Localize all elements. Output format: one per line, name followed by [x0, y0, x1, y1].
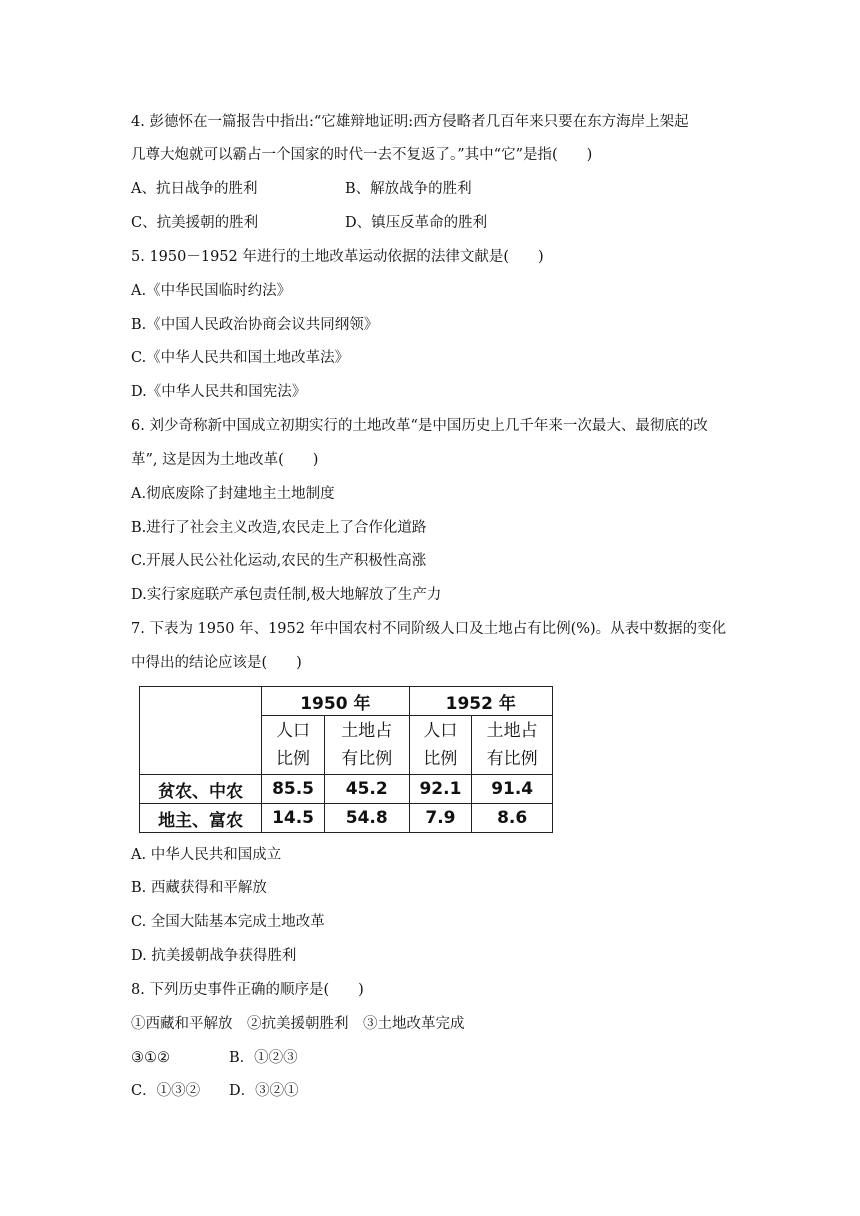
table-row-label: 地主、富农: [140, 804, 262, 833]
q6-option-b[interactable]: B.进行了社会主义改造,农民走上了合作化道路: [131, 520, 427, 536]
table-cell: 92.1: [409, 775, 472, 804]
table-year-1952: 1952 年: [409, 687, 552, 716]
q7-option-b[interactable]: B. 西藏获得和平解放: [131, 880, 267, 896]
table-year-1950: 1950 年: [262, 687, 409, 716]
table-subheader-text: 有比例: [341, 749, 393, 769]
table-cell: 85.5: [262, 775, 325, 804]
table-cell: 54.8: [324, 804, 409, 833]
table-subheader-text: 比例: [423, 749, 458, 769]
q4-option-c[interactable]: C、抗美援朝的胜利: [131, 215, 259, 231]
q6-option-c[interactable]: C.开展人民公社化运动,农民的生产积极性高涨: [131, 553, 427, 569]
table-subheader-1952-land: [472, 716, 553, 775]
q4-option-a[interactable]: A、抗日战争的胜利: [131, 181, 258, 197]
table-subheader-text: 比例: [276, 749, 311, 769]
q6-stem-line1: 6. 刘少奇称新中国成立初期实行的土地改革“是中国历史上几千年来一次最大、最彻底的改: [131, 418, 708, 434]
q8-option-d[interactable]: D．③②①: [229, 1083, 299, 1099]
q5-option-d[interactable]: D.《中华人民共和国宪法》: [131, 384, 307, 400]
q5-stem: 5. 1950－1952 年进行的土地改革运动依据的法律文献是( ): [131, 249, 544, 265]
table-subheader-1950-population: [262, 716, 325, 775]
table-subheader-1952-population: [409, 716, 472, 775]
q8-events: ①西藏和平解放 ②抗美援朝胜利 ③土地改革完成: [131, 1016, 465, 1032]
table-cell: 45.2: [324, 775, 409, 804]
q7-option-d[interactable]: D. 抗美援朝战争获得胜利: [131, 948, 297, 964]
table-cell: 91.4: [472, 775, 553, 804]
q8-option-b[interactable]: B．①②③: [229, 1050, 298, 1066]
q7-option-a[interactable]: A. 中华人民共和国成立: [131, 847, 282, 863]
q8-option-a[interactable]: ③①②: [131, 1050, 170, 1066]
q7-option-c[interactable]: C. 全国大陆基本完成土地改革: [131, 914, 325, 930]
q8-option-c[interactable]: C．①③②: [131, 1083, 201, 1099]
q5-option-a[interactable]: A.《中华民国临时约法》: [131, 283, 292, 299]
land-ratio-table: [139, 686, 553, 833]
table-subheader-text: 土地占: [486, 721, 538, 741]
table-subheader-1950-land: [324, 716, 409, 775]
q4-option-d[interactable]: D、镇压反革命的胜利: [345, 215, 488, 231]
q6-option-a[interactable]: A.彻底废除了封建地主土地制度: [131, 486, 335, 502]
table-cell: 14.5: [262, 804, 325, 833]
q6-option-d[interactable]: D.实行家庭联产承包责任制,极大地解放了生产力: [131, 587, 442, 603]
table-row: [140, 775, 553, 804]
table-subheader-text: 土地占: [341, 721, 393, 741]
q8-stem: 8. 下列历史事件正确的顺序是( ): [131, 982, 364, 998]
table-cell: 7.9: [409, 804, 472, 833]
q4-stem-line1: 4. 彭德怀在一篇报告中指出:“它雄辩地证明:西方侵略者几百年来只要在东方海岸上架起: [131, 114, 689, 130]
q7-stem-line2: 中得出的结论应该是( ): [131, 655, 302, 671]
table-cell: 8.6: [472, 804, 553, 833]
q6-stem-line2: 革”, 这是因为土地改革( ): [131, 452, 319, 468]
table-corner-cell: [140, 687, 262, 775]
q5-option-c[interactable]: C.《中华人民共和国土地改革法》: [131, 350, 350, 366]
q4-option-b[interactable]: B、解放战争的胜利: [345, 181, 472, 197]
table-row-label: 贫农、中农: [140, 775, 262, 804]
q7-stem-line1: 7. 下表为 1950 年、1952 年中国农村不同阶级人口及土地占有比例(%)。从表中数据的变化: [131, 621, 727, 637]
table-subheader-text: 人口: [423, 721, 458, 741]
table-subheader-text: 有比例: [486, 749, 538, 769]
table-row: [140, 804, 553, 833]
table-subheader-text: 人口: [276, 721, 311, 741]
q5-option-b[interactable]: B.《中国人民政治协商会议共同纲领》: [131, 317, 379, 333]
q4-stem-line2: 几尊大炮就可以霸占一个国家的时代一去不复返了。”其中“它”是指( ): [131, 147, 593, 163]
